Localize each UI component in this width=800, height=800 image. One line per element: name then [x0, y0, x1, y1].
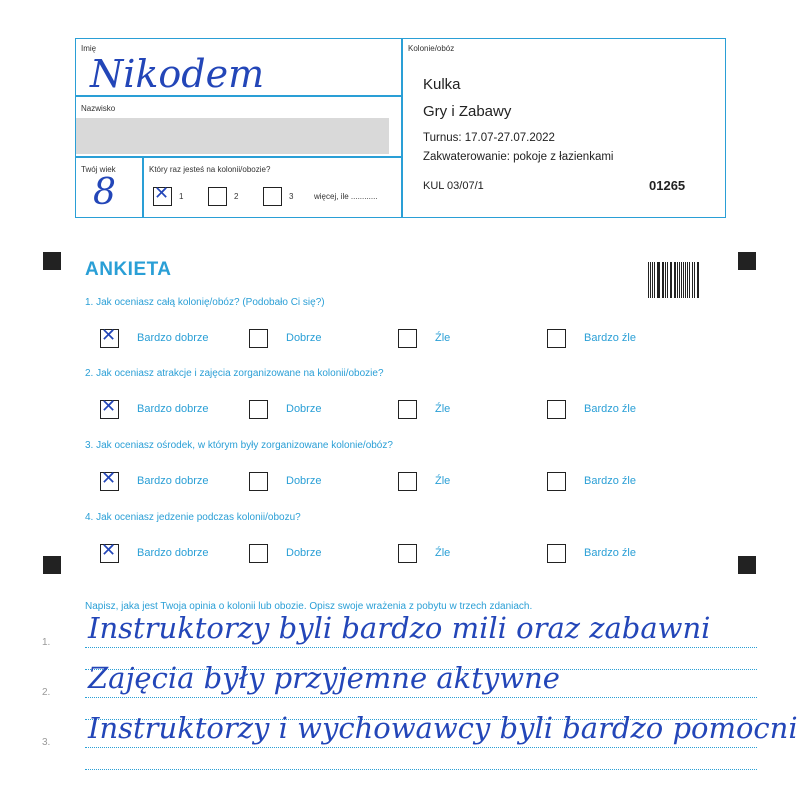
- header-divider: [401, 38, 403, 218]
- line-number-1: 1.: [42, 637, 51, 648]
- registration-mark-top-left: [43, 252, 61, 270]
- registration-mark-bottom-left: [43, 556, 61, 574]
- barcode-bar: [671, 262, 672, 298]
- times-checkbox-1[interactable]: [153, 183, 172, 206]
- answer-line-3: [85, 747, 757, 748]
- barcode: [648, 262, 701, 298]
- check-mark-icon: ✕: [101, 325, 117, 346]
- check-mark-icon: ✕: [101, 468, 117, 489]
- form-number: 01265: [649, 178, 686, 193]
- question-1-option-1-label: Bardzo dobrze: [137, 332, 209, 344]
- question-2-option-1-label: Bardzo dobrze: [137, 403, 209, 415]
- answer-text-3[interactable]: Instruktorzy i wychowawcy byli bardzo pomocni: [88, 711, 798, 745]
- question-4-option-1-label: Bardzo dobrze: [137, 547, 209, 559]
- line-number-3: 3.: [42, 737, 51, 748]
- last-name-redacted: [76, 118, 389, 154]
- check-mark-icon: ✕: [101, 396, 117, 417]
- first-name-field[interactable]: Nikodem: [90, 52, 265, 96]
- question-4-option-2-label: Dobrze: [286, 547, 322, 559]
- times-label: Który raz jesteś na kolonii/obozie?: [149, 165, 271, 174]
- question-2-option-4-label: Bardzo źle: [584, 403, 636, 415]
- question-1-text: 1. Jak oceniasz całą kolonię/obóz? (Podobało Ci się?): [85, 297, 325, 308]
- barcode-bar: [665, 262, 666, 298]
- age-field[interactable]: 8: [93, 172, 116, 213]
- accommodation: Zakwaterowanie: pokoje z łazienkami: [423, 151, 614, 163]
- barcode-bar: [674, 262, 675, 298]
- question-4-option-2-checkbox[interactable]: [249, 544, 268, 563]
- question-2-option-3-label: Źle: [435, 403, 451, 415]
- check-mark-icon: ✕: [154, 183, 170, 204]
- surname-divider: [75, 156, 401, 158]
- times-option-2: 2: [234, 192, 239, 201]
- question-3-option-3-checkbox[interactable]: [398, 472, 417, 491]
- question-2-option-1-checkbox[interactable]: [100, 396, 119, 419]
- answer-text-1[interactable]: Instruktorzy byli bardzo mili oraz zabawni: [88, 611, 711, 645]
- question-2-option-2-label: Dobrze: [286, 403, 322, 415]
- question-1-option-1-checkbox[interactable]: [100, 325, 119, 348]
- question-3-option-1-label: Bardzo dobrze: [137, 475, 209, 487]
- question-2-option-3-checkbox[interactable]: [398, 400, 417, 419]
- answer-line-1: [85, 647, 757, 648]
- survey-title: ANKIETA: [85, 259, 172, 280]
- question-3-option-4-label: Bardzo źle: [584, 475, 636, 487]
- question-3-option-2-label: Dobrze: [286, 475, 322, 487]
- times-option-3: 3: [289, 192, 294, 201]
- camp-name: Kulka: [423, 76, 461, 93]
- camp-code: KUL 03/07/1: [423, 180, 484, 192]
- question-3-option-4-checkbox[interactable]: [547, 472, 566, 491]
- barcode-bar: [648, 262, 649, 298]
- question-4-option-3-label: Źle: [435, 547, 451, 559]
- registration-mark-top-right: [738, 252, 756, 270]
- question-1-option-3-label: Źle: [435, 332, 451, 344]
- question-2-option-2-checkbox[interactable]: [249, 400, 268, 419]
- opinion-prompt: Napisz, jaka jest Twoja opinia o kolonii lub obozie. Opisz swoje wrażenia z pobytu w trzech zdaniach.: [85, 601, 533, 612]
- last-name-label: Nazwisko: [81, 104, 116, 113]
- camp-program: Gry i Zabawy: [423, 103, 512, 120]
- question-1-option-2-label: Dobrze: [286, 332, 322, 344]
- barcode-bar: [658, 262, 659, 298]
- answer-text-2[interactable]: Zajęcia były przyjemne aktywne: [88, 661, 560, 695]
- barcode-bar: [681, 262, 682, 298]
- question-4-option-3-checkbox[interactable]: [398, 544, 417, 563]
- question-4-option-4-checkbox[interactable]: [547, 544, 566, 563]
- barcode-bar: [692, 262, 693, 298]
- question-3-text: 3. Jak oceniasz ośrodek, w którym były zorganizowane kolonie/obóz?: [85, 440, 393, 451]
- times-checkbox-2[interactable]: [208, 187, 227, 206]
- registration-mark-bottom-right: [738, 556, 756, 574]
- question-3-option-2-checkbox[interactable]: [249, 472, 268, 491]
- question-1-option-3-checkbox[interactable]: [398, 329, 417, 348]
- question-1-option-2-checkbox[interactable]: [249, 329, 268, 348]
- camp-label: Kolonie/obóz: [408, 44, 455, 53]
- line-number-2: 2.: [42, 687, 51, 698]
- question-2-text: 2. Jak oceniasz atrakcje i zajęcia zorganizowane na kolonii/obozie?: [85, 368, 384, 379]
- check-mark-icon: ✕: [101, 540, 117, 561]
- question-3-option-1-checkbox[interactable]: [100, 468, 119, 491]
- question-1-option-4-checkbox[interactable]: [547, 329, 566, 348]
- question-4-text: 4. Jak oceniasz jedzenie podczas kolonii/obozu?: [85, 512, 301, 523]
- barcode-bar: [687, 262, 688, 298]
- first-name-label: Imię: [81, 44, 97, 53]
- question-2-option-4-checkbox[interactable]: [547, 400, 566, 419]
- question-1-option-4-label: Bardzo źle: [584, 332, 636, 344]
- barcode-bar: [654, 262, 655, 298]
- answer-guide-line-3: [85, 769, 757, 770]
- turnus: Turnus: 17.07-27.07.2022: [423, 132, 555, 144]
- question-4-option-1-checkbox[interactable]: [100, 540, 119, 563]
- age-divider: [142, 156, 144, 218]
- times-checkbox-3[interactable]: [263, 187, 282, 206]
- times-more-label: więcej, ile ............: [314, 192, 378, 201]
- age-label: Twój wiek: [81, 165, 116, 174]
- question-3-option-3-label: Źle: [435, 475, 451, 487]
- question-4-option-4-label: Bardzo źle: [584, 547, 636, 559]
- answer-line-2: [85, 697, 757, 698]
- barcode-bar: [697, 262, 698, 298]
- times-option-1: 1: [179, 192, 184, 201]
